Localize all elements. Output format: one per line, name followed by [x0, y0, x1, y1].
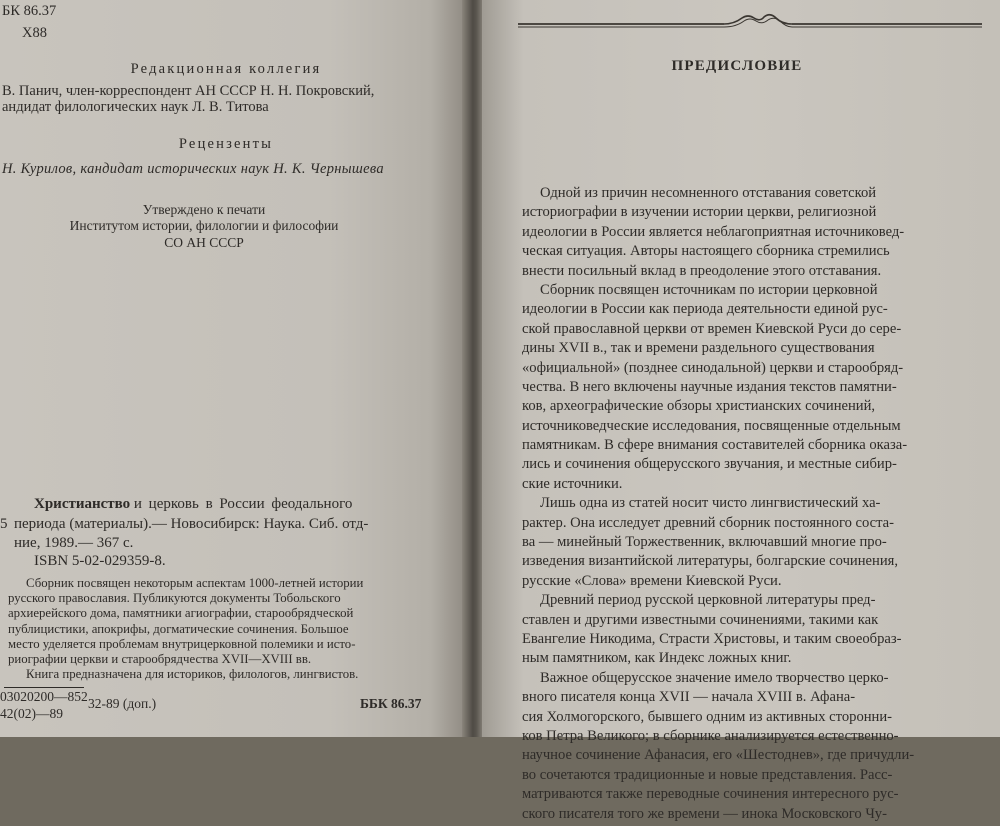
author-mark: Х88: [22, 25, 47, 41]
approval-line: Утверждено к печати: [142, 202, 266, 217]
approval-line: Институтом истории, филологии и философии: [69, 218, 339, 233]
text-line: идеологии в России является неблагоприятная источниковед-: [522, 223, 905, 240]
text-line: ского писателя того же времени — инока Московского Чу-: [522, 805, 887, 822]
text-line: ческая ситуация. Авторы настоящего сборника стремились: [522, 243, 890, 260]
footer-bbk: ББК 86.37: [360, 696, 422, 711]
annotation-line: риографии церкви и старообрядчества XVII—XVIII вв.: [8, 652, 312, 667]
right-page: [482, 0, 1000, 822]
text-line: русские «Слова» времени Киевской Руси.: [522, 572, 782, 589]
annotation-line: Сборник посвящен некоторым аспектам 1000-летней истории: [26, 576, 364, 590]
text-line: Лишь одна из статей носит чисто лингвистический ха-: [540, 495, 881, 512]
annotation-line: русского православия. Публикуются документы Тобольского: [8, 591, 341, 606]
page-title: ПРЕДИСЛОВИЕ: [671, 58, 803, 74]
text-line: Сборник посвящен источникам по истории церковной: [540, 281, 878, 298]
text-line: ские источники.: [522, 475, 623, 492]
bibliographic-entry-line: [34, 497, 352, 512]
text-line: вного писателя конца XVII — начала XVIII в. Афана-: [522, 689, 856, 706]
footer-fraction-line: [4, 687, 84, 688]
reviewers-line: Н. Курилов, кандидат исторических наук Н. К. Чернышева: [2, 161, 384, 177]
text-line: внести посильный вклад в преодоление этого отставания.: [522, 262, 882, 279]
preface-text: [522, 186, 992, 826]
text-line: во сочетаются традиционные и новые представления. Расс-: [522, 766, 893, 783]
footer-code: 03020200—852: [0, 689, 88, 704]
footer-code: 42(02)—89: [0, 706, 63, 721]
reviewers-heading: Рецензенты: [178, 136, 274, 152]
text-line: дины XVII в., так и времени раздельного существования: [522, 340, 875, 357]
bibliographic-entry-line: ние, 1989.— 367 с.: [14, 535, 134, 551]
text-line: ков, археографические обзоры христианских сочинений,: [522, 398, 876, 415]
footer-order: 32-89 (доп.): [88, 696, 157, 711]
text-line: Одной из причин несомненного отставания советской: [540, 185, 877, 201]
text-line: «официальной» (позднее синодальной) церкви и старообряд-: [522, 359, 904, 376]
text-line: чества. В него включены научные издания текстов памятни-: [522, 378, 897, 395]
editorial-board-line: андидат филологических наук Л. В. Титова: [2, 99, 269, 115]
book-title-rest: и церковь в России феодального: [133, 496, 353, 512]
text-line: Евангелие Никодима, Страсти Христовы, и таким своеобраз-: [522, 630, 902, 647]
text-line: лись и сочинения общерусского звучания, и местные сибир-: [522, 456, 897, 473]
bbk-code: БК 86.37: [2, 3, 57, 19]
book-title: Христианство: [34, 496, 131, 512]
text-line: идеологии в России как периода деятельности единой рус-: [522, 301, 888, 318]
text-line: ков Петра Великого; в сборнике анализируется естественно-: [522, 727, 899, 744]
text-line: памятникам. В сфере внимания составителей сборника оказа-: [522, 437, 908, 454]
text-line: матриваются также переводные сочинения интересного рус-: [522, 786, 899, 803]
text-line: ва — минейный Торжественник, включавший многие про-: [522, 534, 887, 551]
text-line: источниковедческие исследования, посвященные отдельным: [522, 417, 901, 434]
annotation-line: место уделяется проблемам внутрицерковной полемики и исто-: [8, 636, 356, 651]
text-line: изведения византийской литературы, болгарские сочинения,: [522, 553, 898, 570]
editorial-board-heading: Редакционная коллегия: [130, 61, 322, 77]
header-ornament-icon: [512, 8, 982, 32]
text-line: Важное общерусское значение имело творчество церко-: [540, 669, 889, 686]
text-line: ской православной церкви от времен Киевской Руси до сере-: [522, 320, 902, 337]
text-line: научное сочинение Афанасия, его «Шестоднев», где причудли-: [522, 747, 915, 764]
annotation-line: Книга предназначена для историков, филологов, лингвистов.: [26, 667, 359, 682]
text-line: рактер. Она исследует древний сборник постоянного соста-: [522, 514, 895, 531]
annotation-line: архиерейского дома, памятники агиографии, старообрядческой: [8, 606, 354, 621]
approval-line: СО АН СССР: [164, 235, 244, 250]
text-line: сия Холмогорского, бывшего одним из активных сторонни-: [522, 708, 893, 725]
editorial-board-line: В. Панич, член-корреспондент АН СССР Н. Н. Покровский,: [2, 83, 375, 99]
text-line: историографии в изучении истории церкви, религиозной: [522, 204, 877, 221]
text-line: Древний период русской церковной литературы пред-: [540, 592, 876, 609]
left-page: [0, 0, 468, 737]
bibliographic-margin-mark: 5: [0, 516, 8, 532]
text-line: ставлен и другими известными сочинениями, такими как: [522, 611, 879, 628]
annotation: [8, 576, 363, 682]
isbn: ISBN 5-02-029359-8.: [34, 553, 166, 569]
bibliographic-entry-line: периода (материалы).— Новосибирск: Наука. Сиб. отд-: [14, 516, 369, 532]
text-line: ным памятником, как Индекс ложных книг.: [522, 650, 792, 667]
annotation-line: публицистики, апокрифы, догматические сочинения. Большое: [8, 621, 349, 636]
